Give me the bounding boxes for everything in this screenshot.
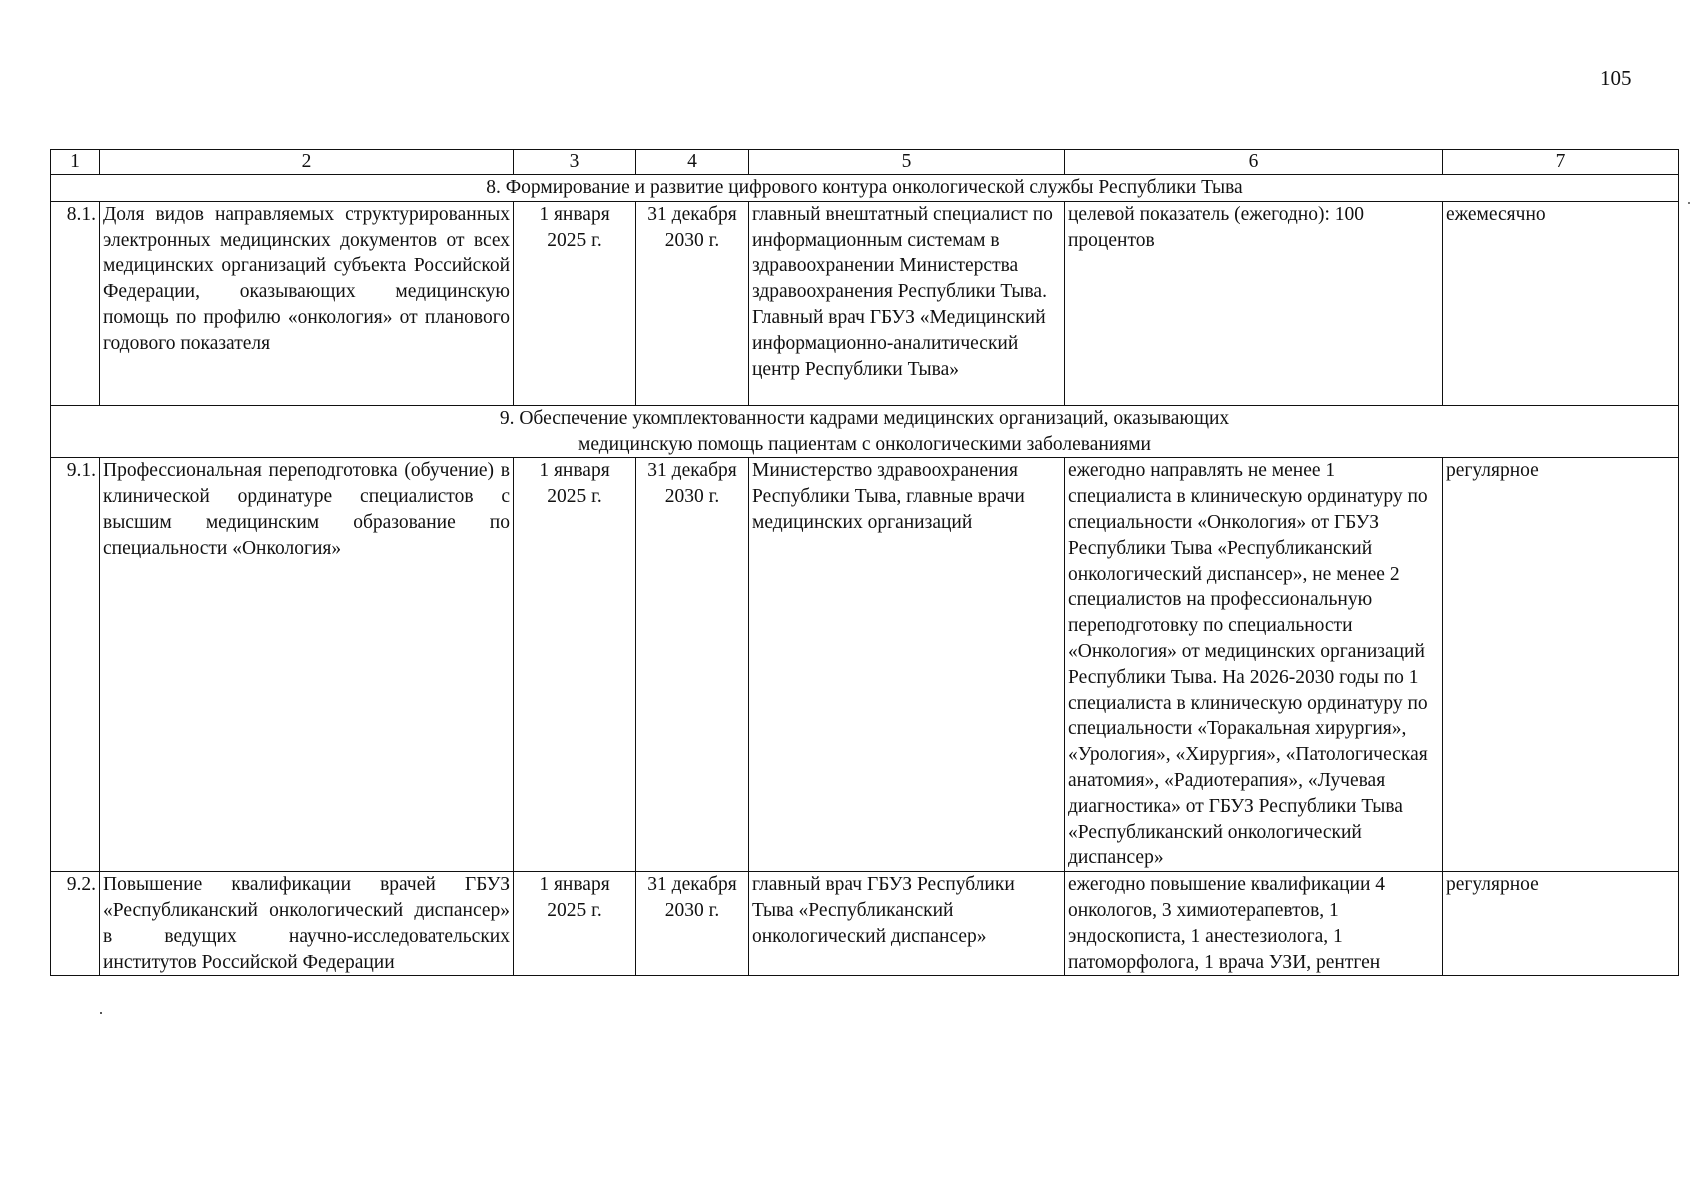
column-number-cell: 1 [51, 150, 100, 175]
page-number: 105 [1600, 66, 1632, 90]
column-number-cell: 7 [1443, 150, 1679, 175]
section-heading [51, 175, 1679, 202]
measure-cell: Доля видов направляемых структурированных электронных медицинских документов от всех медицинских организаций субъекта Российской Федерации, оказывающих медицинскую помощь по профилю «онкология» от планового годового показателя [100, 201, 514, 405]
frequency-cell: регулярное [1443, 458, 1679, 872]
column-number-cell: 5 [749, 150, 1065, 175]
table-row [51, 201, 1679, 405]
frequency-cell: регулярное [1443, 872, 1679, 976]
start-day: 1 января [539, 203, 610, 225]
start-date-cell [514, 872, 636, 976]
section-heading-row [51, 175, 1679, 202]
column-number-cell: 3 [514, 150, 636, 175]
end-date-cell [636, 201, 749, 405]
column-number-cell: 4 [636, 150, 749, 175]
start-date-cell [514, 201, 636, 405]
section-heading-row [51, 405, 1679, 458]
end-date-cell [636, 872, 749, 976]
table-row [51, 872, 1679, 976]
row-number: 9.1. [51, 458, 100, 872]
start-year: 2025 г. [547, 229, 602, 251]
start-year: 2025 г. [547, 486, 602, 508]
responsible-cell: главный врач ГБУЗ Республики Тыва «Республиканский онкологический диспансер» [749, 872, 1065, 976]
scan-speck [100, 1012, 102, 1014]
row-number: 8.1. [51, 201, 100, 405]
frequency-cell: ежемесячно [1443, 201, 1679, 405]
scan-speck [1688, 202, 1690, 204]
start-year: 2025 г. [547, 899, 602, 921]
column-number-cell: 6 [1065, 150, 1443, 175]
end-day: 31 декабря [647, 203, 737, 225]
column-number-cell: 2 [100, 150, 514, 175]
end-year: 2030 г. [664, 899, 720, 921]
table-row [51, 458, 1679, 872]
end-day: 31 декабря [647, 874, 737, 896]
start-day: 1 января [539, 874, 610, 896]
end-year: 2030 г. [664, 486, 720, 508]
start-day: 1 января [539, 460, 610, 482]
start-date-cell [514, 458, 636, 872]
end-day: 31 декабря [647, 460, 737, 482]
activity-plan-table [50, 149, 1679, 976]
end-date-cell [636, 458, 749, 872]
result-cell: ежегодно направлять не менее 1 специалиста в клиническую ординатуру по специальности «Онкология» от ГБУЗ Республики Тыва «Республиканский онкологический диспансер», не менее 2 специалистов на профессиональную переподготовку по специальности «Онкология» от медицинских организаций Республики Тыва. На 2026-2030 годы по 1 специалиста в клиническую ординатуру по специальности «Торакальная хирургия», «Урология», «Хирургия», «Патологическая анатомия», «Радиотерапия», «Лучевая диагностика» от ГБУЗ Республики Тыва «Республиканский онкологический диспансер» [1065, 458, 1443, 872]
end-year: 2030 г. [664, 229, 720, 251]
measure-cell: Профессиональная переподготовка (обучение) в клинической ординатуре специалистов с высшим медицинским образование по специальности «Онкология» [100, 458, 514, 872]
measure-cell: Повышение квалификации врачей ГБУЗ «Республиканский онкологический диспансер» в ведущих научно-исследовательских институтов Российской Федерации [100, 872, 514, 976]
section-title-line: 9. Обеспечение укомплектованности кадрами медицинских организаций, оказывающих [499, 407, 1230, 429]
responsible-cell: Министерство здравоохранения Республики Тыва, главные врачи медицинских организаций [749, 458, 1065, 872]
section-title-line: медицинскую помощь пациентам с онкологическими заболеваниями [578, 433, 1151, 455]
responsible-cell: главный внештатный специалист по информационным системам в здравоохранении Министерства здравоохранения Республики Тыва. Главный врач ГБУЗ «Медицинский информационно-аналитический центр Республики Тыва» [749, 201, 1065, 405]
row-number: 9.2. [51, 872, 100, 976]
column-number-row [51, 150, 1679, 175]
result-cell: целевой показатель (ежегодно): 100 процентов [1065, 201, 1443, 405]
section-heading [51, 405, 1679, 458]
result-cell: ежегодно повышение квалификации 4 онкологов, 3 химиотерапевтов, 1 эндоскописта, 1 анестезиолога, 1 патоморфолога, 1 врача УЗИ, рентген [1065, 872, 1443, 976]
section-title-line: 8. Формирование и развитие цифрового контура онкологической службы Республики Тыва [486, 177, 1243, 198]
